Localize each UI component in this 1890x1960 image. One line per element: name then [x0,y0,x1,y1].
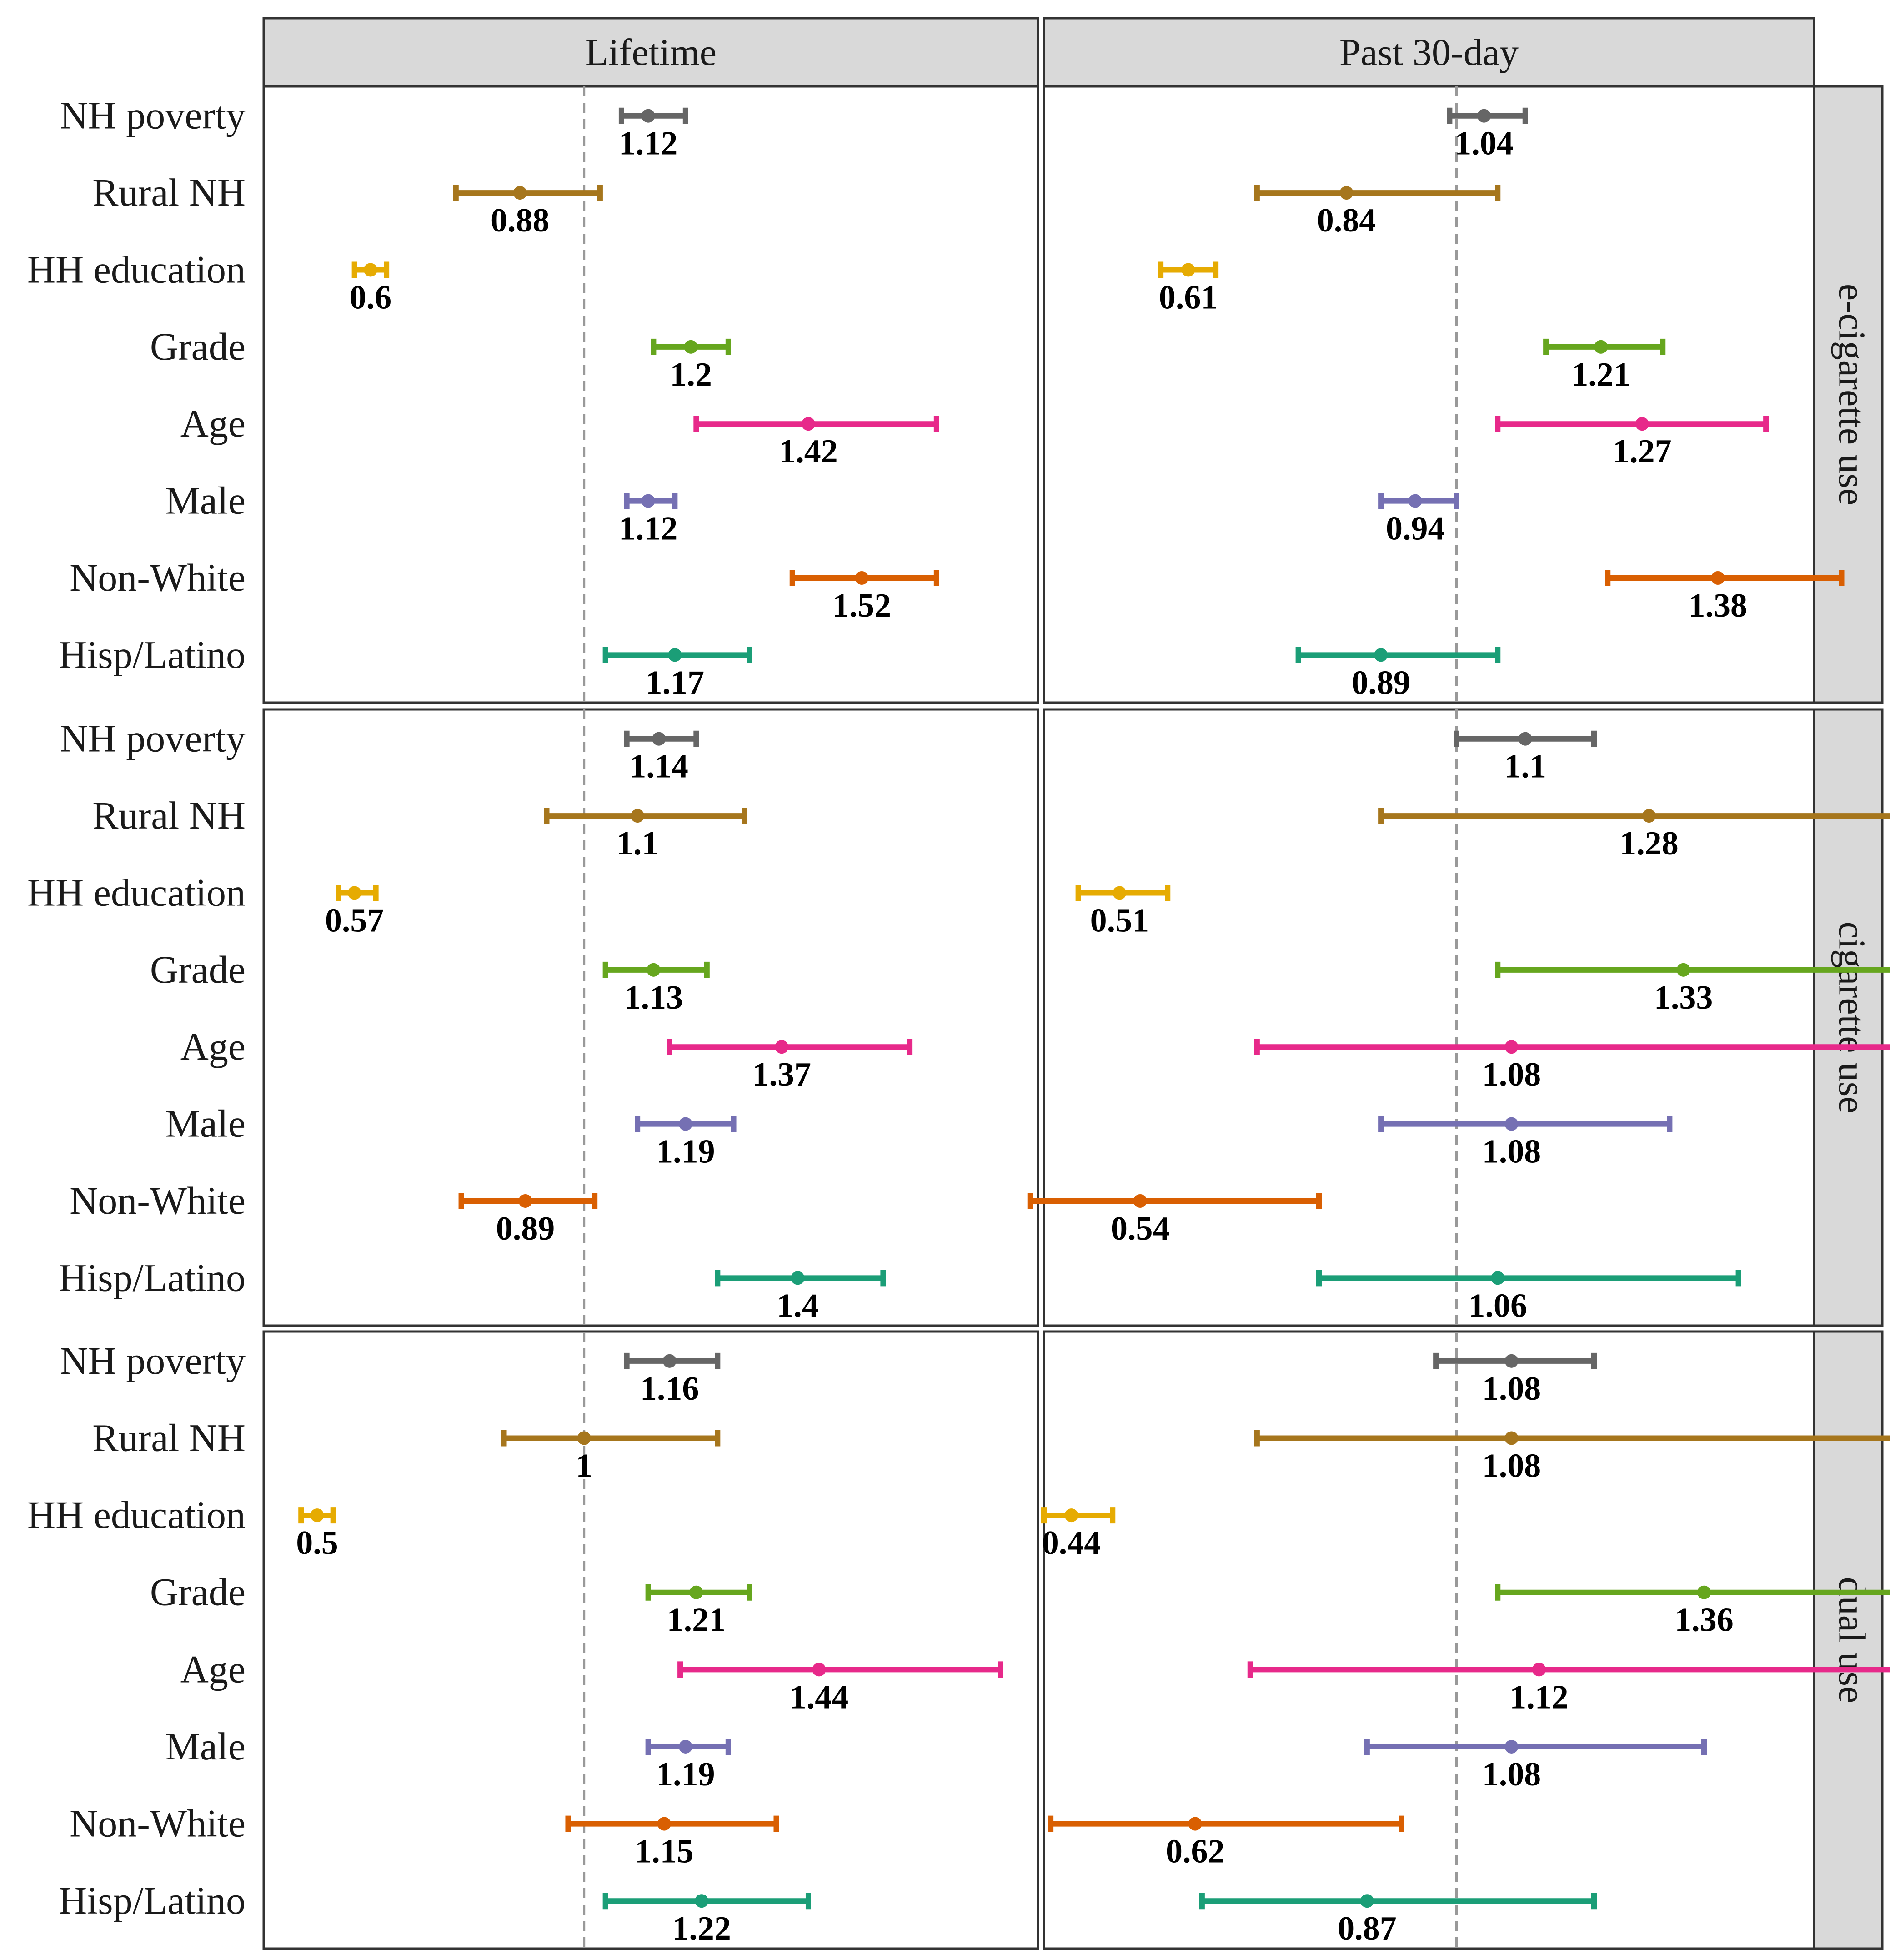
point-hisp-latino-dual-use-past-30-day [1360,1894,1374,1908]
value-label-age-e-cigarette-use-past-30-day: 1.27 [1613,433,1672,471]
point-hh-education-e-cigarette-use-past-30-day [1182,263,1195,276]
point-rural-nh-cigarette-use-past-30-day [1642,809,1656,823]
category-label-non-white-cigarette-use: Non-White [70,1178,246,1222]
point-male-e-cigarette-use-lifetime [642,494,655,508]
value-label-male-cigarette-use-lifetime: 1.19 [656,1133,715,1171]
value-label-age-dual-use-past-30-day: 1.12 [1509,1679,1569,1716]
strip-label-cigarette-use: cigarette use [1830,921,1873,1114]
panel-cigarette-use-lifetime [264,709,1038,1326]
point-grade-e-cigarette-use-lifetime [684,340,698,354]
point-hisp-latino-dual-use-lifetime [695,1894,708,1908]
category-label-nh-poverty-dual-use: NH poverty [60,1338,246,1382]
point-male-e-cigarette-use-past-30-day [1409,494,1422,508]
value-label-nh-poverty-e-cigarette-use-past-30-day: 1.04 [1454,125,1514,162]
point-grade-cigarette-use-lifetime [647,963,660,977]
value-label-grade-dual-use-lifetime: 1.21 [667,1601,726,1639]
value-label-age-cigarette-use-lifetime: 1.37 [752,1056,811,1094]
value-label-male-dual-use-past-30-day: 1.08 [1482,1755,1541,1793]
value-label-nh-poverty-dual-use-past-30-day: 1.08 [1482,1370,1541,1407]
point-age-cigarette-use-lifetime [775,1040,788,1054]
category-label-grade-dual-use: Grade [150,1570,246,1614]
category-label-rural-nh-cigarette-use: Rural NH [92,794,246,838]
point-male-dual-use-lifetime [679,1740,692,1754]
point-nh-poverty-e-cigarette-use-past-30-day [1477,109,1491,123]
point-rural-nh-dual-use-lifetime [577,1431,591,1445]
value-label-nh-poverty-dual-use-lifetime: 1.16 [640,1370,699,1407]
point-rural-nh-dual-use-past-30-day [1505,1431,1519,1445]
point-nh-poverty-cigarette-use-lifetime [652,732,666,746]
point-male-cigarette-use-lifetime [679,1117,692,1131]
category-label-age-cigarette-use: Age [180,1025,246,1069]
strip-label-e-cigarette-use: e-cigarette use [1830,283,1873,506]
panel-dual-use-past-30-day [1044,1332,1814,1949]
point-hisp-latino-cigarette-use-lifetime [791,1271,804,1285]
value-label-grade-dual-use-past-30-day: 1.36 [1674,1601,1734,1639]
point-nh-poverty-dual-use-past-30-day [1505,1354,1519,1368]
value-label-hh-education-dual-use-lifetime: 0.5 [296,1524,338,1562]
value-label-male-e-cigarette-use-past-30-day: 0.94 [1386,510,1445,548]
value-label-hisp-latino-cigarette-use-lifetime: 1.4 [777,1287,819,1325]
category-label-hisp-latino-dual-use: Hisp/Latino [59,1879,246,1923]
category-label-grade-e-cigarette-use: Grade [150,324,246,368]
strip-label-lifetime: Lifetime [585,31,717,74]
value-label-hh-education-cigarette-use-lifetime: 0.57 [325,902,384,940]
category-label-hh-education-e-cigarette-use: HH education [27,247,246,291]
strip-label-dual-use: dual use [1830,1577,1873,1704]
category-label-male-dual-use: Male [165,1724,246,1768]
point-hh-education-cigarette-use-lifetime [348,886,361,900]
category-label-non-white-dual-use: Non-White [70,1801,246,1845]
point-age-e-cigarette-use-lifetime [802,417,815,431]
point-age-cigarette-use-past-30-day [1505,1040,1519,1054]
value-label-non-white-dual-use-lifetime: 1.15 [635,1833,694,1870]
value-label-hisp-latino-e-cigarette-use-past-30-day: 0.89 [1351,664,1410,702]
point-hisp-latino-e-cigarette-use-past-30-day [1374,648,1388,662]
value-label-nh-poverty-e-cigarette-use-lifetime: 1.12 [618,125,678,162]
point-hh-education-cigarette-use-past-30-day [1113,886,1126,900]
value-label-male-cigarette-use-past-30-day: 1.08 [1482,1133,1541,1171]
point-age-dual-use-past-30-day [1532,1663,1546,1676]
category-label-male-cigarette-use: Male [165,1101,246,1146]
value-label-hh-education-cigarette-use-past-30-day: 0.51 [1090,902,1149,940]
value-label-hisp-latino-e-cigarette-use-lifetime: 1.17 [645,664,705,702]
category-label-hh-education-dual-use: HH education [27,1493,246,1537]
value-label-non-white-dual-use-past-30-day: 0.62 [1166,1833,1225,1870]
point-non-white-e-cigarette-use-lifetime [855,571,868,585]
value-label-rural-nh-dual-use-lifetime: 1 [576,1447,593,1485]
point-grade-cigarette-use-past-30-day [1677,963,1690,977]
point-nh-poverty-dual-use-lifetime [663,1354,677,1368]
value-label-age-e-cigarette-use-lifetime: 1.42 [779,433,838,471]
point-age-e-cigarette-use-past-30-day [1635,417,1649,431]
point-grade-e-cigarette-use-past-30-day [1594,340,1608,354]
point-hh-education-dual-use-past-30-day [1065,1508,1078,1522]
category-label-age-dual-use: Age [180,1647,246,1691]
point-age-dual-use-lifetime [812,1663,826,1676]
category-label-age-e-cigarette-use: Age [180,402,246,446]
category-label-nh-poverty-e-cigarette-use: NH poverty [60,93,246,137]
category-label-male-e-cigarette-use: Male [165,478,246,523]
value-label-grade-e-cigarette-use-past-30-day: 1.21 [1571,356,1630,393]
value-label-grade-e-cigarette-use-lifetime: 1.2 [670,356,712,393]
panel-e-cigarette-use-lifetime [264,86,1038,703]
value-label-grade-cigarette-use-past-30-day: 1.33 [1654,979,1713,1016]
value-label-hh-education-dual-use-past-30-day: 0.44 [1042,1524,1101,1562]
value-label-nh-poverty-cigarette-use-past-30-day: 1.1 [1504,748,1546,785]
value-label-age-dual-use-lifetime: 1.44 [789,1679,849,1716]
point-rural-nh-e-cigarette-use-lifetime [513,186,527,200]
value-label-hisp-latino-dual-use-lifetime: 1.22 [672,1910,731,1948]
point-hisp-latino-e-cigarette-use-lifetime [668,648,682,662]
category-label-hisp-latino-cigarette-use: Hisp/Latino [59,1256,246,1300]
point-grade-dual-use-lifetime [689,1586,703,1599]
category-label-hh-education-cigarette-use: HH education [27,870,246,915]
value-label-rural-nh-dual-use-past-30-day: 1.08 [1482,1447,1541,1485]
point-non-white-dual-use-past-30-day [1188,1817,1202,1831]
category-label-rural-nh-e-cigarette-use: Rural NH [92,171,246,215]
value-label-hh-education-e-cigarette-use-past-30-day: 0.61 [1158,279,1218,317]
point-non-white-dual-use-lifetime [657,1817,671,1831]
value-label-rural-nh-e-cigarette-use-past-30-day: 0.84 [1317,202,1376,240]
point-non-white-cigarette-use-past-30-day [1133,1194,1147,1208]
point-non-white-cigarette-use-lifetime [518,1194,532,1208]
point-rural-nh-e-cigarette-use-past-30-day [1340,186,1354,200]
point-grade-dual-use-past-30-day [1697,1586,1711,1599]
point-nh-poverty-e-cigarette-use-lifetime [642,109,655,123]
point-non-white-e-cigarette-use-past-30-day [1711,571,1725,585]
point-nh-poverty-cigarette-use-past-30-day [1519,732,1532,746]
value-label-rural-nh-cigarette-use-lifetime: 1.1 [616,825,659,863]
point-hh-education-e-cigarette-use-lifetime [364,263,377,276]
strip-label-past-30-day: Past 30-day [1339,31,1519,74]
point-hisp-latino-cigarette-use-past-30-day [1491,1271,1504,1285]
point-rural-nh-cigarette-use-lifetime [631,809,644,823]
value-label-non-white-cigarette-use-past-30-day: 0.54 [1111,1210,1170,1247]
value-label-male-dual-use-lifetime: 1.19 [656,1755,715,1793]
category-label-nh-poverty-cigarette-use: NH poverty [60,716,246,760]
value-label-age-cigarette-use-past-30-day: 1.08 [1482,1056,1541,1094]
point-male-cigarette-use-past-30-day [1505,1117,1519,1131]
category-label-grade-cigarette-use: Grade [150,947,246,991]
value-label-rural-nh-e-cigarette-use-lifetime: 0.88 [491,202,550,240]
point-hh-education-dual-use-lifetime [310,1508,324,1522]
value-label-non-white-cigarette-use-lifetime: 0.89 [496,1210,555,1247]
value-label-nh-poverty-cigarette-use-lifetime: 1.14 [629,748,688,785]
value-label-grade-cigarette-use-lifetime: 1.13 [624,979,683,1016]
value-label-hisp-latino-dual-use-past-30-day: 0.87 [1338,1910,1397,1948]
value-label-male-e-cigarette-use-lifetime: 1.12 [618,510,678,548]
point-male-dual-use-past-30-day [1505,1740,1519,1754]
value-label-rural-nh-cigarette-use-past-30-day: 1.28 [1619,825,1679,863]
category-label-rural-nh-dual-use: Rural NH [92,1416,246,1460]
value-label-hisp-latino-cigarette-use-past-30-day: 1.06 [1468,1287,1527,1325]
value-label-non-white-e-cigarette-use-lifetime: 1.52 [832,587,892,624]
category-label-non-white-e-cigarette-use: Non-White [70,555,246,599]
value-label-non-white-e-cigarette-use-past-30-day: 1.38 [1688,587,1747,624]
category-label-hisp-latino-e-cigarette-use: Hisp/Latino [59,633,246,677]
value-label-hh-education-e-cigarette-use-lifetime: 0.6 [349,279,392,317]
